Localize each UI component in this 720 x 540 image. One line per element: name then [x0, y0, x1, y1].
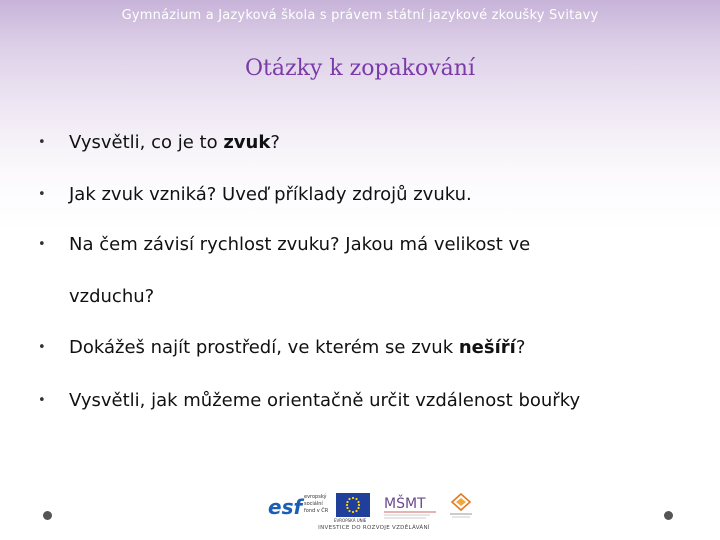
- list-item-text: Vysvětli, co je to zvuk?: [69, 132, 280, 153]
- decorative-dot-right: [664, 511, 673, 520]
- bullet: •: [38, 237, 46, 252]
- list-item: [38, 230, 530, 260]
- eu-caption: EVROPSKÁ UNIE: [334, 518, 367, 523]
- emphasis-word: zvuk: [223, 132, 271, 153]
- list-item-text: Vysvětli, jak můžeme orientačně určit vzdálenost bouřky: [69, 390, 581, 411]
- op-vk-logo: [444, 492, 478, 522]
- esf-caption: evropský sociální fond v ČR: [304, 494, 329, 514]
- header-school-name: Gymnázium a Jazyková škola s právem státní jazykové zkoušky Svitavy: [121, 8, 599, 23]
- list-item-text: vzduchu?: [69, 286, 155, 307]
- slide-title: Otázky k zopakování: [244, 56, 476, 81]
- funding-caption: INVESTICE DO ROZVOJE VZDĚLÁVÁNÍ: [318, 525, 430, 531]
- bullet: •: [38, 340, 46, 355]
- list-item-continuation: [38, 282, 154, 312]
- list-item: [38, 333, 525, 363]
- list-item-text: Dokážeš najít prostředí, ve kterém se zvuk nešíří?: [69, 337, 526, 358]
- emphasis-word: nešíří: [458, 337, 516, 358]
- msmt-logo: [380, 490, 440, 522]
- funding-logos: [268, 490, 480, 536]
- list-item-text: Na čem závisí rychlost zvuku? Jakou má velikost ve: [69, 234, 531, 255]
- list-item: [38, 128, 280, 158]
- eu-flag-icon: [336, 493, 370, 517]
- list-item: [38, 180, 472, 210]
- list-item-text: Jak zvuk vzniká? Uveď příklady zdrojů zvuku.: [69, 184, 472, 205]
- bullet: •: [38, 187, 46, 202]
- decorative-dot-left: [43, 511, 52, 520]
- bullet: •: [38, 135, 46, 150]
- esf-logo: esf: [268, 495, 303, 519]
- bullet: •: [38, 393, 46, 408]
- list-item: [38, 386, 580, 416]
- msmt-logo-text: MŠMT: [384, 496, 426, 512]
